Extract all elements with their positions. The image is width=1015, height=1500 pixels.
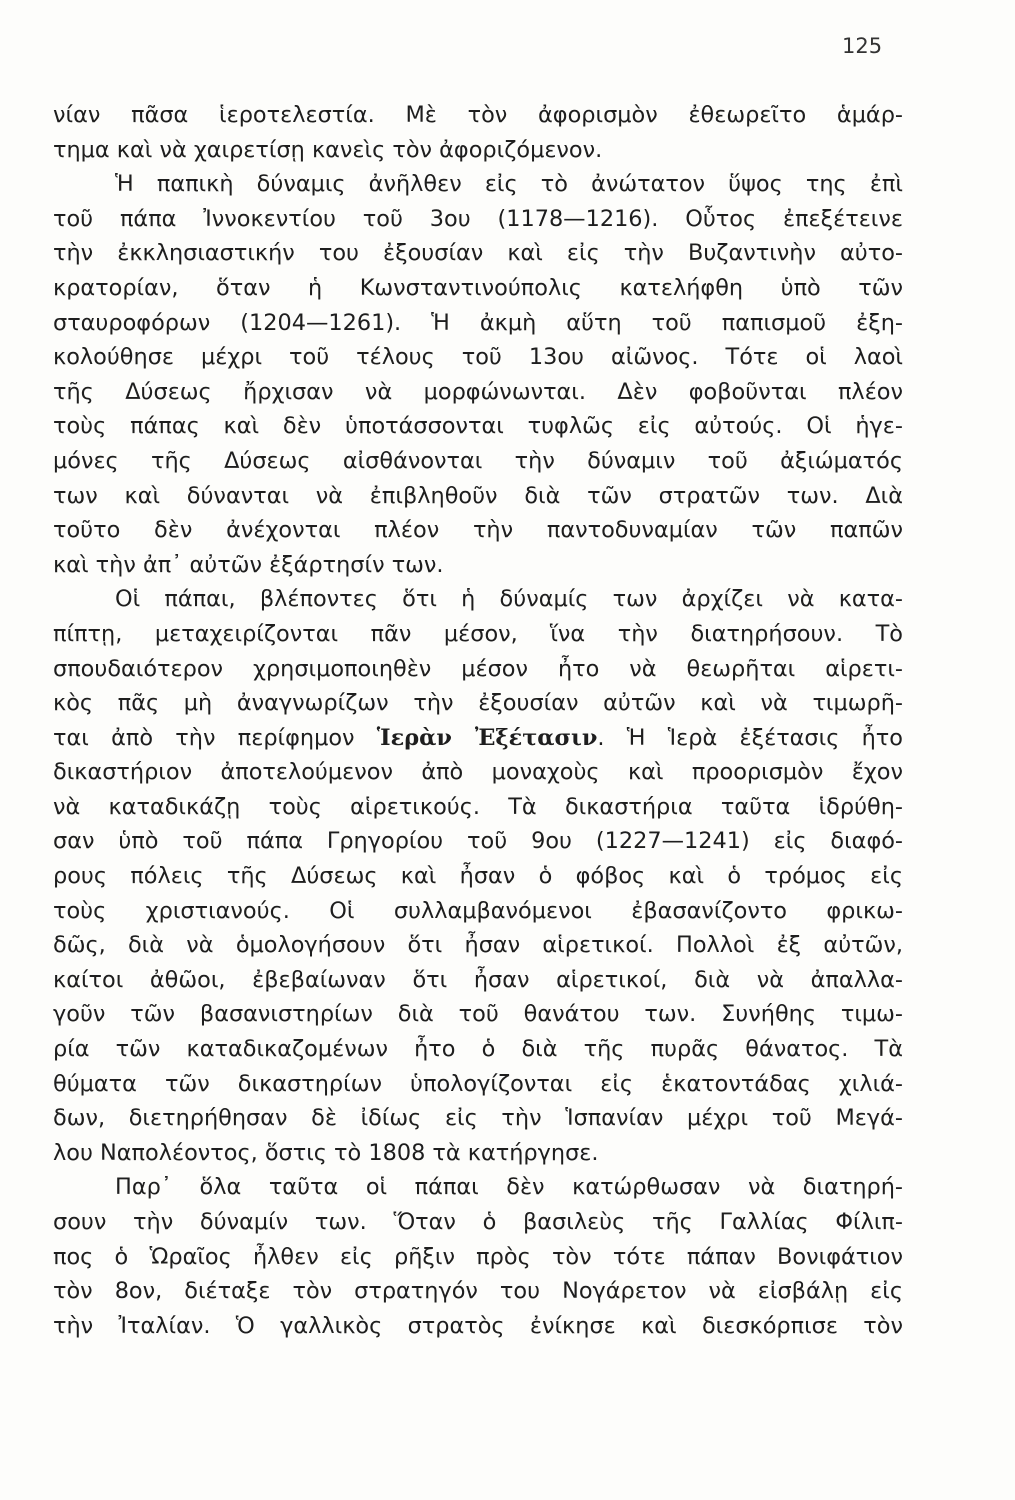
body-text [53,98,903,1343]
text-line: σουν τὴν δύναμίν των. Ὅταν ὁ βασιλεὺς τῆς Γαλλίας Φίλιπ- [53,1209,903,1235]
text-line: νὰ καταδικάζῃ τοὺς αἱρετικούς. Τὰ δικαστήρια ταῦτα ἱδρύθη- [53,793,903,820]
text-line: ρία τῶν καταδικαζομένων ἦτο ὁ διὰ τῆς πυρᾶς θάνατος. Τὰ [53,1036,903,1063]
text-line-start: ται ἀπὸ τὴν περίφημον [53,724,377,751]
text-line: σαν ὑπὸ τοῦ πάπα Γρηγορίου τοῦ 9ου (1227—1241) εἰς διαφό- [53,828,903,855]
text-line: Ἡ παπικὴ δύναμις ἀνῆλθεν εἰς τὸ ἀνώτατον ὕψος της ἐπὶ [115,171,903,198]
text-line: τημα καὶ νὰ χαιρετίσῃ κανεὶς τὸν ἀφοριζόμενον. [53,136,603,163]
text-line: τὴν Ἰταλίαν. Ὁ γαλλικὸς στρατὸς ἐνίκησε καὶ διεσκόρπισε τὸν [53,1312,903,1339]
text-line: δικαστήριον ἀποτελούμενον ἀπὸ μοναχοὺς καὶ προορισμὸν ἔχον [53,759,903,786]
text-line: καίτοι ἀθῶοι, ἐβεβαίωναν ὅτι ἦσαν αἱρετικοί, διὰ νὰ ἀπαλλα- [53,966,903,993]
text-line: κὸς πᾶς μὴ ἀναγνωρίζων τὴν ἐξουσίαν αὐτῶν καὶ νὰ τιμωρῆ- [53,690,903,717]
text-line: μόνες τῆς Δύσεως αἰσθάνονται τὴν δύναμιν τοῦ ἀξιώματός [53,447,903,474]
text-line: Οἱ πάπαι, βλέποντες ὅτι ἡ δύναμίς των ἀρχίζει νὰ κατα- [115,586,903,613]
text-line: πος ὁ Ὡραῖος ἦλθεν εἰς ρῆξιν πρὸς τὸν τότε πάπαν Βονιφάτιον [53,1243,903,1270]
text-line: σπουδαιότερον χρησιμοποιηθὲν μέσον ἦτο νὰ θεωρῆται αἱρετι- [53,655,903,682]
text-line: τοὺς πάπας καὶ δὲν ὑποτάσσονται τυφλῶς εἰς αὐτούς. Οἱ ἡγε- [53,413,903,440]
text-line: τὸν 8ον, διέταξε τὸν στρατηγόν του Νογάρετον νὰ εἰσβάλῃ εἰς [53,1278,903,1305]
text-line: κολούθησε μέχρι τοῦ τέλους τοῦ 13ου αἰῶνος. Τότε οἱ λαοὶ [53,344,903,371]
text-line: τῆς Δύσεως ἤρχισαν νὰ μορφώνωνται. Δὲν φοβοῦνται πλέον [53,378,903,405]
text-line-end: . Ἡ Ἱερὰ ἐξέτασις ἦτο [597,724,903,751]
text-line: γοῦν τῶν βασανιστηρίων διὰ τοῦ θανάτου των. Συνήθης τιμω- [53,1001,903,1028]
text-line: τὴν ἐκκλησιαστικήν του ἐξουσίαν καὶ εἰς τὴν Βυζαντινὴν αὐτο- [53,240,903,267]
text-line: νίαν πᾶσα ἱεροτελεστία. Μὲ τὸν ἀφορισμὸν ἐθεωρεῖτο ἁμάρ- [53,102,903,128]
text-line: ρους πόλεις τῆς Δύσεως καὶ ἦσαν ὁ φόβος καὶ ὁ τρόμος εἰς [53,863,903,890]
text-line: Παρ᾽ ὅλα ταῦτα οἱ πάπαι δὲν κατώρθωσαν νὰ διατηρή- [115,1174,903,1201]
text-line: καὶ τὴν ἀπ᾽ αὐτῶν ἐξάρτησίν των. [53,551,444,578]
text-line: τοὺς χριστιανούς. Οἱ συλλαμβανόμενοι ἐβασανίζοντο φρικω- [53,897,903,924]
text-line: δῶς, διὰ νὰ ὁμολογήσουν ὅτι ἦσαν αἱρετικοί. Πολλοὶ ἐξ αὐτῶν, [53,932,903,959]
text-line: τοῦτο δὲν ἀνέχονται πλέον τὴν παντοδυναμίαν τῶν παπῶν [53,517,903,544]
text-line: τοῦ πάπα Ἰννοκεντίου τοῦ 3ου (1178—1216). Οὗτος ἐπεξέτεινε [53,205,903,232]
text-line: πίπτῃ, μεταχειρίζονται πᾶν μέσον, ἵνα τὴν διατηρήσουν. Τὸ [53,620,903,647]
page-number: 125 [842,34,883,58]
text-line: σταυροφόρων (1204—1261). Ἡ ἀκμὴ αὕτη τοῦ παπισμοῦ ἐξη- [53,309,903,336]
text-line: των καὶ δύνανται νὰ ἐπιβληθοῦν διὰ τῶν στρατῶν των. Διὰ [53,482,903,509]
text-line [53,721,903,756]
text-line: κρατορίαν, ὅταν ἡ Κωνσταντινούπολις κατελήφθη ὑπὸ τῶν [53,274,903,301]
text-line: δων, διετηρήθησαν δὲ ἰδίως εἰς τὴν Ἱσπανίαν μέχρι τοῦ Μεγά- [53,1105,903,1132]
text-line: λου Ναπολέοντος, ὅστις τὸ 1808 τὰ κατήργησε. [53,1139,599,1166]
text-line: θύματα τῶν δικαστηρίων ὑπολογίζονται εἰς ἑκατοντάδας χιλιά- [53,1070,903,1097]
holy-inquisition-term: Ἱερὰν Ἐξέτασιν [376,724,598,751]
